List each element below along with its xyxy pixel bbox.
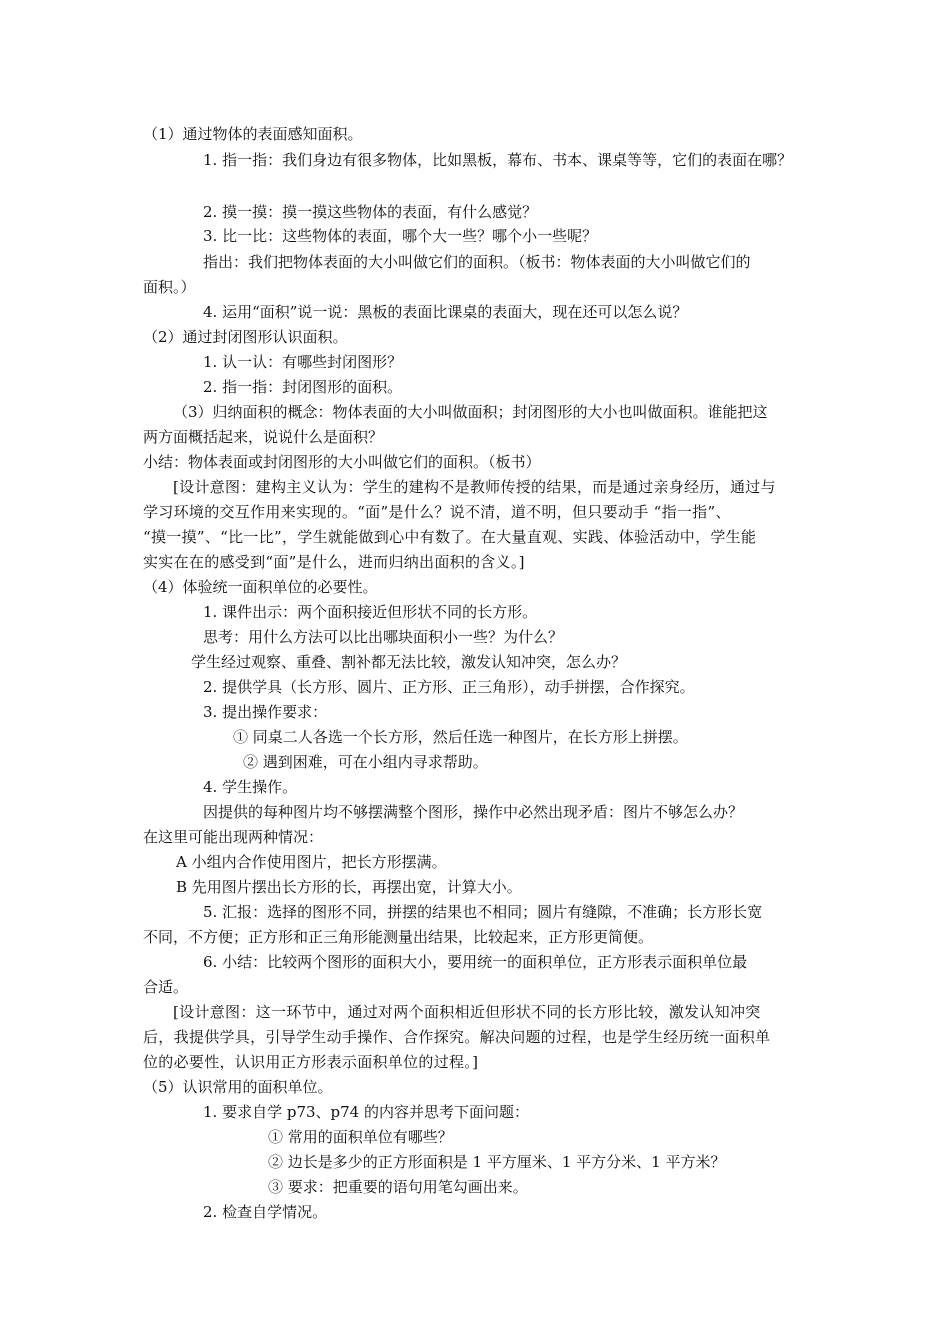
report-continued: 不同，不方便；正方形和正三角形能测量出结果，比较起来，正方形更简便。 [143, 928, 654, 946]
step-recognize: 1. 认一认：有哪些封闭图形？ [203, 353, 403, 371]
step-compare: 3. 比一比：这些物体的表面，哪个大一些？哪个小一些呢？ [203, 227, 598, 245]
contradiction-line: 因提供的每种图片均不够摆满整个图形，操作中必然出现矛盾：图片不够怎么办？ [203, 803, 744, 821]
design-intent-2-line2: 后，我提供学具，引导学生动手操作、合作探究。解决问题的过程，也是学生经历统一面积单 [143, 1028, 771, 1046]
design-intent-2-line1: [设计意图：这一环节中，通过对两个面积相近但形状不同的长方形比较，激发认知冲突 [173, 1003, 761, 1021]
point-out-line: 指出：我们把物体表面的大小叫做它们的面积。（板书：物体表面的大小叫做它们的 [203, 253, 751, 271]
step-check: 2. 检查自学情况。 [203, 1203, 328, 1221]
section-3-continued: 两方面概括起来，说说什么是面积？ [143, 428, 384, 446]
two-cases-line: 在这里可能出现两种情况： [143, 828, 324, 846]
design-intent-1-line1: [设计意图：建构主义认为：学生的建构不是教师传授的结果，而是通过亲身经历，通过与 [173, 478, 776, 496]
step-summary-continued: 合适。 [143, 978, 189, 996]
case-a: A 小组内合作使用图片，把长方形摆满。 [176, 853, 447, 871]
summary-line: 小结：物体表面或封闭图形的大小叫做它们的面积。（板书） [143, 453, 541, 471]
step-courseware: 1. 课件出示：两个面积接近但形状不同的长方形。 [203, 603, 538, 621]
point-out-continued: 面积。） [143, 278, 196, 296]
step-self-study: 1. 要求自学 p73、p74 的内容并思考下面问题： [203, 1103, 529, 1121]
step-touch: 2. 摸一摸：摸一摸这些物体的表面，有什么感觉？ [203, 203, 538, 221]
step-summary: 6. 小结：比较两个图形的面积大小，要用统一的面积单位，正方形表示面积单位最 [203, 953, 748, 971]
requirement-2: ② 遇到困难，可在小组内寻求帮助。 [243, 753, 488, 771]
question-3: ③ 要求：把重要的语句用笔勾画出来。 [268, 1178, 528, 1196]
think-line: 思考：用什么方法可以比出哪块面积小一些？为什么？ [203, 628, 564, 646]
design-intent-1-line3: “摸一摸”、“比一比”，学生就能做到心中有数了。在大量直观、实践、体验活动中，学生能 [143, 528, 757, 546]
design-intent-1-line2: 学习环境的交互作用来实现的。“面”是什么？说不清，道不明，但只要动手 “指一指”、 [143, 503, 731, 521]
requirement-1: ① 同桌二人各选一个长方形，然后任选一种图片，在长方形上拼摆。 [233, 728, 688, 746]
conflict-line: 学生经过观察、重叠、割补都无法比较，激发认知冲突，怎么办？ [191, 653, 627, 671]
step-tools: 2. 提供学具（长方形、圆片、正方形、正三角形），动手拼摆，合作探究。 [203, 678, 695, 696]
step-use-area: 4. 运用“面积”说一说：黑板的表面比课桌的表面大，现在还可以怎么说？ [203, 303, 688, 321]
step-requirements: 3. 提出操作要求： [203, 703, 328, 721]
step-report: 5. 汇报：选择的图形不同，拼摆的结果也不相同；圆片有缝隙，不准确；长方形长宽 [203, 903, 763, 921]
design-intent-1-line4: 实实在在的感受到“面”是什么，进而归纳出面积的含义。] [143, 553, 525, 571]
question-1: ① 常用的面积单位有哪些？ [268, 1128, 453, 1146]
section-heading-5: （5）认识常用的面积单位。 [143, 1078, 333, 1096]
section-heading-1: （1）通过物体的表面感知面积。 [143, 125, 363, 143]
case-b: B 先用图片摆出长方形的长，再摆出宽，计算大小。 [176, 878, 522, 896]
section-heading-4: （4）体验统一面积单位的必要性。 [143, 578, 378, 596]
step-point-closed: 2. 指一指：封闭图形的面积。 [203, 378, 403, 396]
step-point: 1. 指一指：我们身边有很多物体，比如黑板，幕布、书本、课桌等等，它们的表面在哪？ [203, 151, 793, 169]
design-intent-2-line3: 位的必要性，认识用正方形表示面积单位的过程。] [143, 1053, 479, 1071]
question-2: ② 边长是多少的正方形面积是 1 平方厘米、1 平方分米、1 平方米？ [268, 1153, 726, 1171]
section-heading-3: （3）归纳面积的概念：物体表面的大小叫做面积；封闭图形的大小也叫做面积。谁能把这 [173, 403, 768, 421]
section-heading-2: （2）通过封闭图形认识面积。 [143, 328, 348, 346]
step-operate: 4. 学生操作。 [203, 778, 298, 796]
